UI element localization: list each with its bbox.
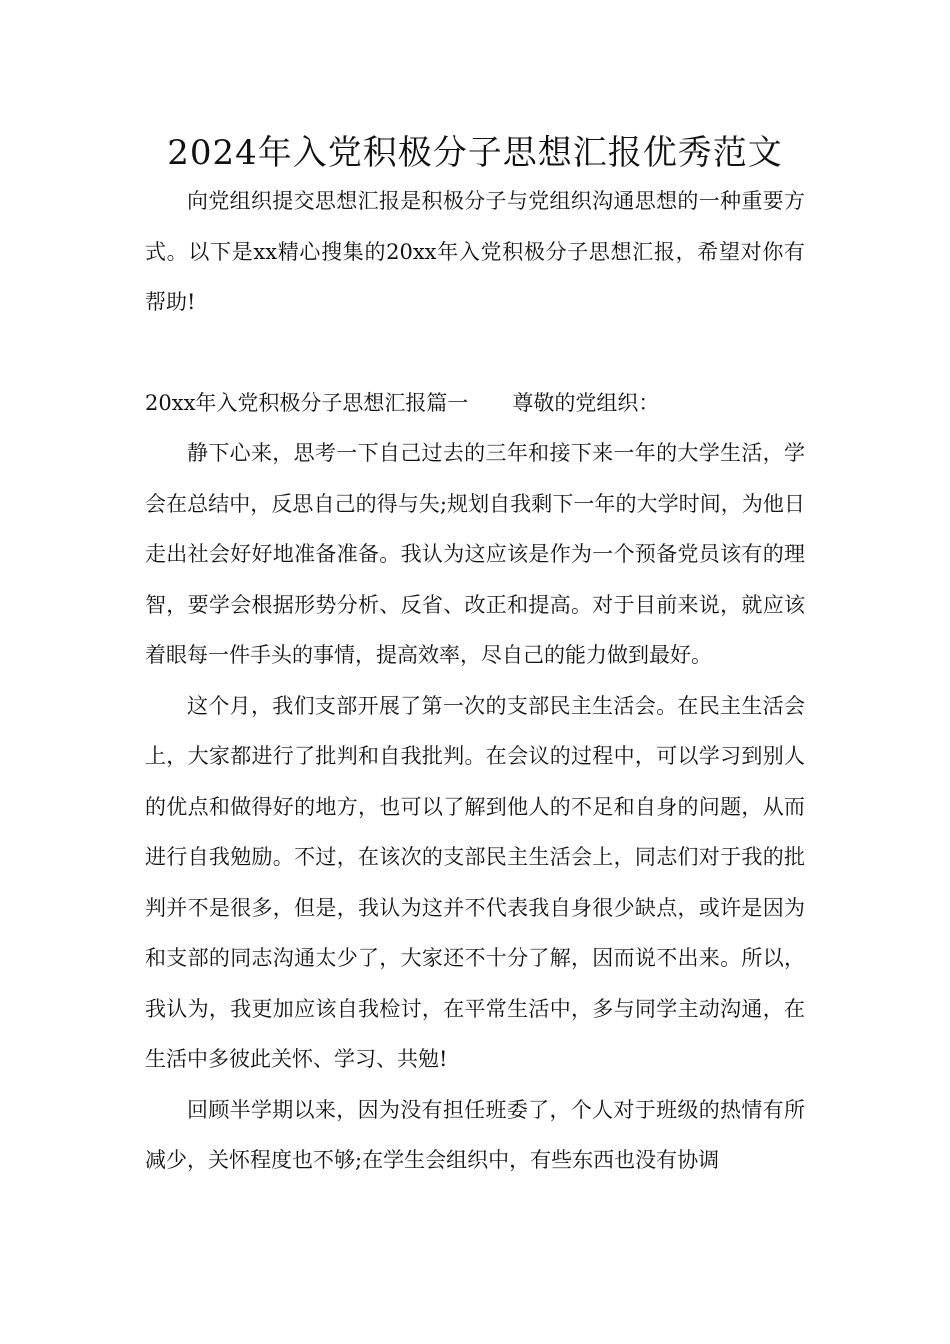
- section-heading: 20xx年入党积极分子思想汇报篇一: [145, 390, 469, 415]
- body-paragraph-1: 静下心来，思考一下自己过去的三年和接下来一年的大学生活，学会在总结中，反思自己的得与失;规划自我剩下一年的大学时间，为他日走出社会好好地准备准备。我认为这应该是作为一个预备党员该有的理智，要学会根据形势分析、反省、改正和提高。对于目前来说，就应该着眼每一件手头的事情，提高效率，尽自己的能力做到最好。: [145, 441, 805, 667]
- body-paragraph-2: 这个月，我们支部开展了第一次的支部民主生活会。在民主生活会上，大家都进行了批判和自我批判。在会议的过程中，可以学习到别人的优点和做得好的地方，也可以了解到他人的不足和自身的问题，从而进行自我勉励。不过，在该次的支部民主生活会上，同志们对于我的批判并不是很多，但是，我认为这并不代表我自身很少缺点，或许是因为和支部的同志沟通太少了，大家还不十分了解，因而说不出来。所以，我认为，我更加应该自我检讨，在平常生活中，多与同学主动沟通，在生活中多彼此关怀、学习、共勉!: [145, 693, 805, 1071]
- salutation: 尊敬的党组织：: [512, 390, 660, 415]
- intro-paragraph: 向党组织提交思想汇报是积极分子与党组织沟通思想的一种重要方式。以下是xx精心搜集的20xx年入党积极分子思想汇报，希望对你有帮助!: [145, 189, 805, 314]
- body-paragraph-3: 回顾半学期以来，因为没有担任班委了，个人对于班级的热情有所减少，关怀程度也不够;在学生会组织中，有些东西也没有协调: [145, 1097, 805, 1172]
- document-title: 2024年入党积极分子思想汇报优秀范文: [167, 133, 783, 173]
- section-heading-line: [145, 378, 805, 429]
- document-body: [145, 176, 805, 1186]
